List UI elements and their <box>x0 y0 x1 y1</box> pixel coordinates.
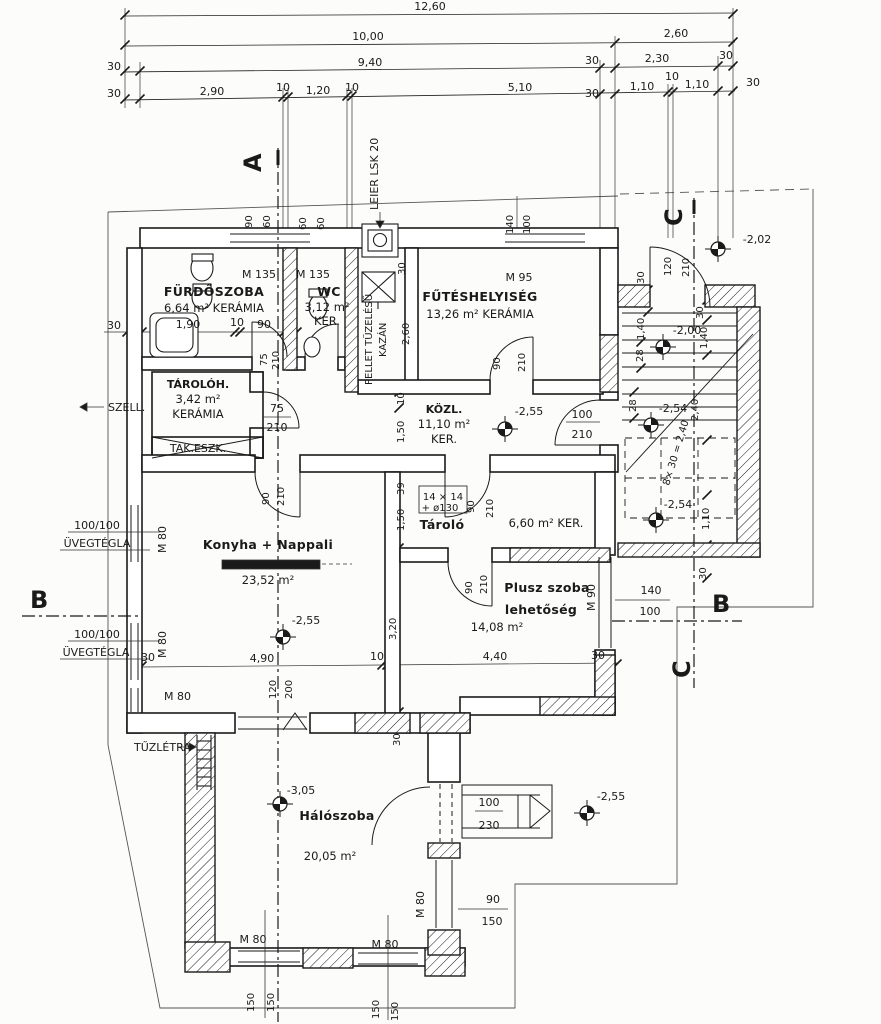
size-bw2-b: 150 <box>390 1001 401 1021</box>
room-tarolo-area: 6,60 m² KER. <box>508 516 584 530</box>
dim-kazan-30: 30 <box>397 262 408 275</box>
size-konyha-window-h: 200 <box>284 679 295 699</box>
room-konyha: Konyha + Nappali <box>202 537 334 552</box>
dim-col-320: 3,20 <box>388 617 399 640</box>
mark-m90: M 90 <box>585 584 598 611</box>
kemeny-d: + ø130 <box>421 503 459 514</box>
size-tarolo-door-h: 210 <box>485 498 496 518</box>
dim-konyha-490: 4,90 <box>249 652 275 665</box>
level-200: -2,00 <box>672 324 702 337</box>
section-label-b-left: B <box>30 586 49 614</box>
room-kozl-area: 11,10 m² <box>417 417 471 431</box>
size-gate-w: 120 <box>663 256 674 276</box>
dim-r3-4: 30 <box>719 49 733 62</box>
room-taroloh: TÁROLÓH. <box>166 378 230 391</box>
dim-st-l-28b: 28 <box>628 399 639 412</box>
dim-st-l-140: 1,40 <box>636 317 647 340</box>
size-bw1-b: 150 <box>266 992 277 1012</box>
dim-konyha-440: 4,40 <box>482 650 508 663</box>
tak-eszk-label: TAK.ESZK. <box>169 442 227 455</box>
dim-furdo-30: 30 <box>107 319 121 332</box>
size-tarolo-door-w: 90 <box>466 500 477 513</box>
dim-right-sum: 2,60 <box>663 27 689 40</box>
room-furdoszoba: FÜRDŐSZOBA <box>163 284 265 299</box>
dim-st-l-28a: 28 <box>635 349 646 362</box>
dim-col-39: 39 <box>396 482 407 495</box>
size-taroloh-door-h: 210 <box>266 421 288 434</box>
mark-m80-uveg2: M 80 <box>156 631 169 658</box>
size-futes-door-w: 90 <box>492 357 503 370</box>
dim-r4-4: 10 <box>345 81 359 94</box>
uvegtegla2-size: 100/100 <box>74 628 120 641</box>
dim-r4-3: 1,20 <box>305 84 331 97</box>
level-255-konyha: -2,55 <box>291 614 321 627</box>
dim-col-150b: 1,50 <box>396 508 407 531</box>
size-tw1-a: 90 <box>244 215 255 228</box>
size-plusz-door-h: 210 <box>479 574 490 594</box>
size-halo-door-w: 100 <box>478 796 500 809</box>
room-kozl-floor: KER. <box>430 432 458 446</box>
uvegtegla1-size: 100/100 <box>74 519 120 532</box>
room-kozl: KÖZL. <box>425 403 463 416</box>
pellet-label: PELLET TÜZELÉSŰ <box>364 293 375 385</box>
dim-total: 12,60 <box>414 0 446 13</box>
dim-r4-8: 10 <box>665 70 679 83</box>
mark-m80-e: M 80 <box>414 891 427 918</box>
crossed-out-text <box>222 560 320 569</box>
uveg-30: 30 <box>141 651 155 664</box>
dim-st-l-30: 30 <box>636 271 647 284</box>
size-halo-door-h: 230 <box>478 819 500 832</box>
size-gate-h: 210 <box>681 257 692 277</box>
size-halo-window-w: 90 <box>486 893 500 906</box>
size-konyha-door-h: 210 <box>276 486 287 506</box>
entry-stairs <box>622 313 753 518</box>
dim-st-r-110: 1,10 <box>701 507 712 530</box>
room-futeshelyiseg-area: 13,26 m² KERÁMIA <box>426 307 534 321</box>
mark-m80-s1: M 80 <box>239 933 267 946</box>
dim-st-r-140: 1,40 <box>699 326 710 349</box>
uvegtegla1-label: ÜVEGTÉGLA <box>63 537 131 550</box>
szell-label: SZELL. <box>108 401 146 414</box>
dim-r4-10: 30 <box>746 76 760 89</box>
size-tw3-a: 140 <box>505 214 516 234</box>
section-label-c-bottom: C <box>668 660 696 678</box>
dim-r4-0: 30 <box>107 87 121 100</box>
level-254a: -2,54 <box>658 402 688 415</box>
room-tarolo: Tároló <box>419 517 465 532</box>
size-taroloh-door-w: 75 <box>270 402 284 415</box>
size-bw2-a: 150 <box>371 999 382 1019</box>
dim-col-150a: 1,50 <box>396 420 407 443</box>
dim-st-r-30b: 30 <box>698 567 709 580</box>
size-tw2-b: 60 <box>316 217 327 230</box>
dim-r3-3: 2,30 <box>644 52 670 65</box>
uvegtegla2-label: ÜVEGTÉGLA <box>62 646 130 659</box>
room-futeshelyiseg: FŰTÉSHELYISÉG <box>422 289 538 304</box>
room-plusz: Plusz szoba <box>504 580 590 595</box>
level-255-kert: -2,55 <box>596 790 626 803</box>
room-furdoszoba-area: 6,64 m² KERÁMIA <box>163 301 265 315</box>
section-label-a: A <box>239 153 267 172</box>
dim-furdo-90: 90 <box>257 318 271 331</box>
dim-r4-5: 5,10 <box>507 81 533 94</box>
size-tw3-b: 100 <box>522 214 533 234</box>
room-wc-area: 3,12 m² <box>304 300 350 314</box>
dim-furdo-190: 1,90 <box>175 318 201 331</box>
size-futes-door-h: 210 <box>517 352 528 372</box>
size-tw2-a: 60 <box>298 217 309 230</box>
dim-r3-2: 30 <box>585 54 599 67</box>
room-haloszoba: Hálószoba <box>299 808 375 823</box>
dim-st-r-240: 2,40 <box>690 398 701 421</box>
wc-sink-icon <box>304 337 320 357</box>
size-plusz-window-h: 100 <box>639 605 661 618</box>
room-plusz-2: lehetőség <box>504 602 578 617</box>
room-wc-floor: KER. <box>313 314 341 328</box>
room-konyha-area: 23,52 m² <box>241 573 295 587</box>
section-label-b-right: B <box>712 590 731 618</box>
dim-r4-7: 1,10 <box>629 80 655 93</box>
stair-note: 8× 30 = 2,40 <box>661 418 692 487</box>
room-taroloh-area: 3,42 m² <box>175 392 221 406</box>
level-255-kozl: -2,55 <box>514 405 544 418</box>
tuzletra-label: TŰZLÉTRA <box>134 741 191 754</box>
size-halo-window-h: 150 <box>481 915 503 928</box>
dim-col-10: 10 <box>396 392 407 405</box>
size-entry-door-h: 210 <box>571 428 593 441</box>
dim-r4-1: 2,90 <box>199 85 225 98</box>
dim-kazan-260: 2,60 <box>401 322 412 345</box>
room-plusz-area: 14,08 m² <box>470 620 524 634</box>
level-202: -2,02 <box>742 233 772 246</box>
room-taroloh-floor: KERÁMIA <box>172 407 224 421</box>
mark-m80-uveg1: M 80 <box>156 526 169 553</box>
size-plusz-door-w: 90 <box>464 581 475 594</box>
mark-m95: M 95 <box>505 271 533 284</box>
mark-m80-s2: M 80 <box>371 938 399 951</box>
size-plusz-window-w: 140 <box>640 584 662 597</box>
bedroom-steps <box>462 785 552 838</box>
level-254b: -2,54 <box>663 498 693 511</box>
leier-label: LEIER LSK 20 <box>368 137 381 210</box>
level-305: -3,05 <box>286 784 316 797</box>
size-wc-door-w: 75 <box>259 353 270 366</box>
section-label-c-top: C <box>660 208 688 226</box>
dim-r4-2: 10 <box>276 81 290 94</box>
dim-left-sum: 10,00 <box>352 30 384 43</box>
kazan-label: KAZÁN <box>378 322 389 357</box>
size-entry-door-w: 100 <box>571 408 593 421</box>
size-konyha-window-w: 120 <box>268 679 279 699</box>
dim-st-r-30a: 30 <box>695 306 706 319</box>
dim-halo-30: 30 <box>392 733 403 746</box>
size-tw1-b: 60 <box>262 215 273 228</box>
room-wc: WC <box>317 284 341 299</box>
room-haloszoba-area: 20,05 m² <box>303 849 357 863</box>
dim-r4-9: 1,10 <box>684 78 710 91</box>
dim-konyha-10: 10 <box>370 650 384 663</box>
mark-m80-west: M 80 <box>164 690 191 703</box>
dim-r3-0: 30 <box>107 60 121 73</box>
size-bw1-a: 150 <box>246 992 257 1012</box>
kemeny-size: 14 × 14 <box>422 492 464 503</box>
size-konyha-door-w: 90 <box>261 492 272 505</box>
mark-m135-b: M 135 <box>296 268 330 281</box>
dim-r4-6: 30 <box>585 87 599 100</box>
dim-furdo-10: 10 <box>230 316 244 329</box>
mark-m135-a: M 135 <box>242 268 276 281</box>
dim-konyha-30: 30 <box>591 649 605 662</box>
size-wc-door-h: 210 <box>271 350 282 370</box>
dim-r3-1: 9,40 <box>357 56 383 69</box>
